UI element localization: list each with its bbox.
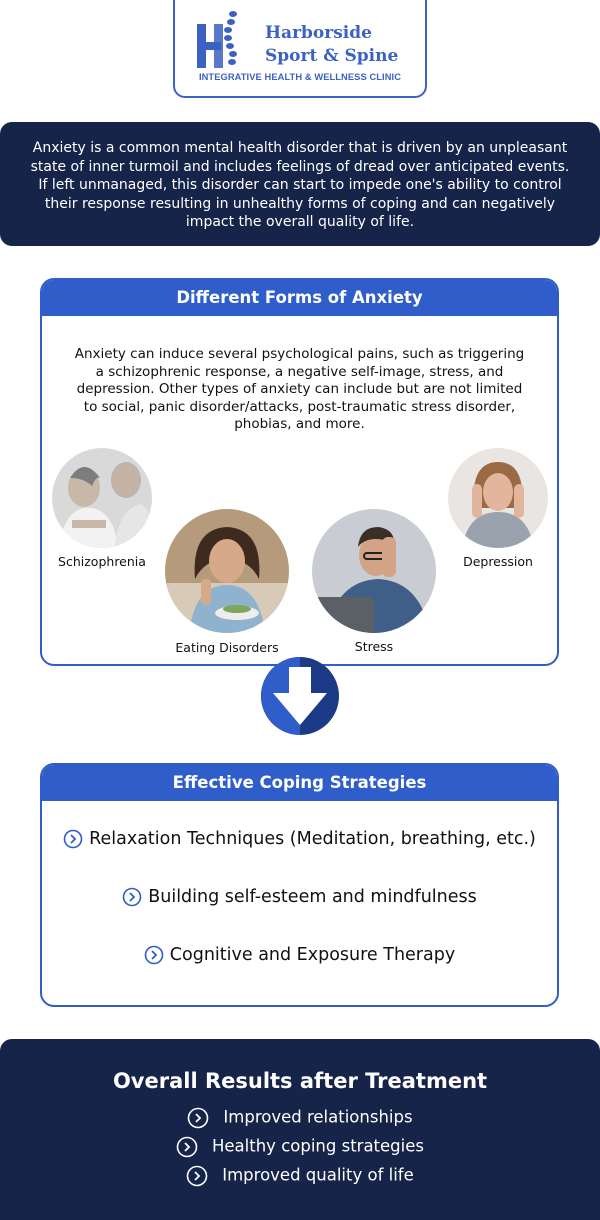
strategy-item [42,887,557,907]
schizophrenia-label: Schizophrenia [58,554,146,569]
chevron-circle-icon [144,945,164,965]
coping-panel-title: Effective Coping Strategies [42,765,557,801]
results-section [0,1039,600,1220]
clinic-tagline: INTEGRATIVE HEALTH & WELLNESS CLINIC [198,72,402,82]
strategy-item [42,829,557,849]
arrow-down-icon [261,657,339,735]
strategy-label: Cognitive and Exposure Therapy [169,945,456,965]
schizophrenia-photo [52,448,152,548]
result-item [0,1165,600,1187]
spine-logo-icon [195,10,239,72]
coping-strategies-panel [40,763,559,1007]
result-item [0,1107,600,1129]
result-label: Healthy coping strategies [212,1136,424,1156]
clinic-name-line1: Harborside [265,23,372,43]
stress-photo [312,509,436,633]
result-label: Improved relationships [223,1107,413,1127]
result-label: Improved quality of life [222,1165,414,1185]
stress-label: Stress [354,639,394,654]
clinic-name-line2: Sport & Spine [265,46,399,66]
chevron-circle-icon [186,1165,208,1187]
chevron-circle-icon [63,829,83,849]
eating-disorders-label: Eating Disorders [175,640,279,655]
chevron-circle-icon [122,887,142,907]
strategy-label: Building self-esteem and mindfulness [148,887,477,907]
eating-disorders-photo [165,509,289,633]
forms-of-anxiety-panel [40,278,559,666]
intro-text: Anxiety is a common mental health disorder that is driven by an unpleasant state of inner turmoil and includes feelings of dread over anticipated events. If left unmanaged, this disorder can start to impede one's ability to control their response resulting in unhealthy forms of coping and can negatively impact the overall quality of life. [30,140,570,230]
strategy-label: Relaxation Techniques (Meditation, breathing, etc.) [89,829,536,849]
results-title: Overall Results after Treatment [112,1069,488,1093]
result-item [0,1136,600,1158]
intro-banner [0,122,600,246]
strategy-item [42,945,557,965]
forms-panel-title: Different Forms of Anxiety [42,280,557,316]
clinic-logo [173,0,427,98]
chevron-circle-icon [176,1136,198,1158]
depression-label: Depression [463,554,533,569]
chevron-circle-icon [187,1107,209,1129]
clinic-name [265,22,425,68]
forms-description: Anxiety can induce several psychological pains, such as triggering a schizophrenic response, a negative self-image, stress, and depression. Other types of anxiety can include but are not limited to social, panic disorder/attacks, post-traumatic stress disorder, phobias, and more. [74,346,525,432]
depression-photo [448,448,548,548]
